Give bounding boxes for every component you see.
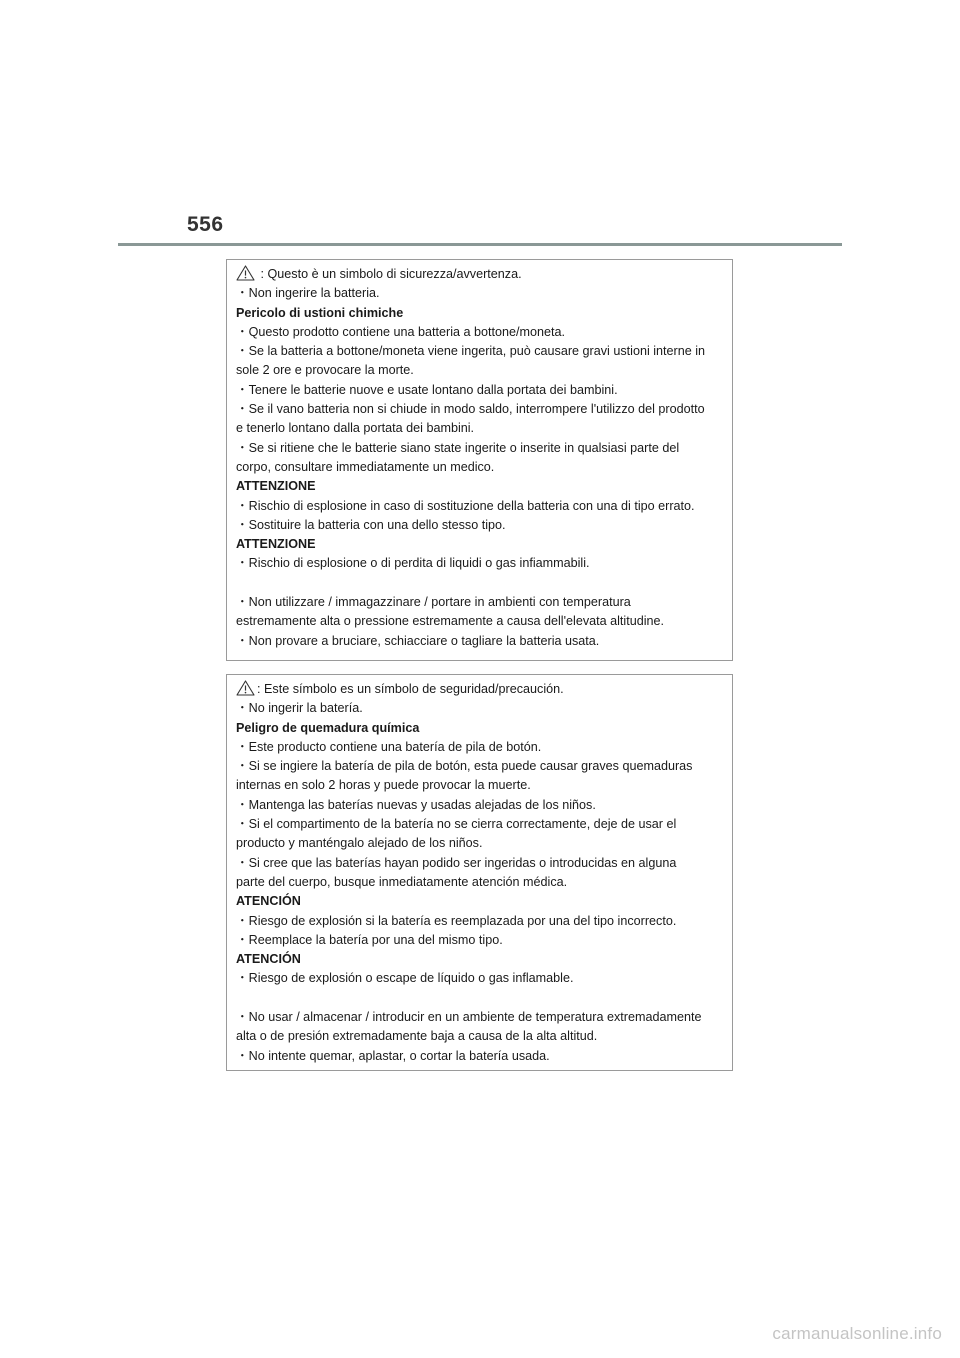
warning-heading: ATENCIÓN <box>236 952 301 967</box>
warning-text-line: ・Rischio di esplosione in caso di sostituzione della batteria con una di tipo errato. <box>236 498 695 513</box>
warning-text-line: ・Este producto contiene una batería de pila de botón. <box>236 739 542 754</box>
warning-text-line: ・Non ingerire la batteria. <box>236 286 380 301</box>
warning-text-line: ・Si se ingiere la batería de pila de botón, esta puede causar graves quemaduras <box>236 759 693 774</box>
warning-text-line: ・Se il vano batteria non si chiude in modo saldo, interrompere l'utilizzo del prodotto <box>236 402 705 417</box>
italian-warning-lines <box>236 284 724 651</box>
warning-text-line: ・Riesgo de explosión si la batería es reemplazada por una del tipo incorrecto. <box>236 913 677 928</box>
spanish-symbol-note: : Este símbolo es un símbolo de seguridad/precaución. <box>257 682 564 696</box>
warning-text-line: producto y manténgalo alejado de los niños. <box>236 836 483 851</box>
warning-triangle-icon <box>236 265 255 281</box>
warning-triangle-icon <box>236 680 255 696</box>
warning-text-line: e tenerlo lontano dalla portata dei bambini. <box>236 421 475 436</box>
spanish-warning-lines <box>236 699 724 1066</box>
warning-text-line: ・Reemplace la batería por una del mismo tipo. <box>236 932 503 947</box>
warning-heading: ATTENZIONE <box>236 537 316 552</box>
page-number: 556 <box>187 213 224 236</box>
warning-heading: Peligro de quemadura química <box>236 720 420 735</box>
warning-text-line: ・No usar / almacenar / introducir en un ambiente de temperatura extremadamente <box>236 1010 702 1025</box>
warning-heading: ATENCIÓN <box>236 894 301 909</box>
warning-text-line: ・Riesgo de explosión o escape de líquido o gas inflamable. <box>236 971 574 986</box>
warning-text-line: corpo, consultare immediatamente un medico. <box>236 459 495 474</box>
spanish-warning-box <box>226 674 733 1071</box>
warning-text-line: ・Si cree que las baterías hayan podido ser ingeridas o introducidas en alguna <box>236 855 677 870</box>
warning-text-line: estremamente alta o pressione estremamente a causa dell'elevata altitudine. <box>236 614 665 629</box>
warning-text-line: internas en solo 2 horas y puede provocar la muerte. <box>236 778 531 793</box>
warning-text-line <box>236 574 724 593</box>
warning-text-line: ・No ingerir la batería. <box>236 701 363 716</box>
header-rule <box>118 243 842 246</box>
warning-text-line <box>236 989 724 1008</box>
warning-text-line: ・Mantenga las baterías nuevas y usadas alejadas de los niños. <box>236 797 596 812</box>
warning-text-line: ・Non provare a bruciare, schiacciare o tagliare la batteria usata. <box>236 633 600 648</box>
italian-symbol-note: : Questo è un simbolo di sicurezza/avvertenza. <box>257 267 522 281</box>
warning-heading: Pericolo di ustioni chimiche <box>236 305 404 320</box>
warning-text-line: ・Se si ritiene che le batterie siano state ingerite o inserite in qualsiasi parte del <box>236 440 680 455</box>
warning-text-line: parte del cuerpo, busque inmediatamente atención médica. <box>236 874 568 889</box>
warning-text-line: ・Sostituire la batteria con una dello stesso tipo. <box>236 517 506 532</box>
warning-text-line: sole 2 ore e provocare la morte. <box>236 363 414 378</box>
watermark: carmanualsonline.info <box>772 1324 942 1343</box>
warning-text-line: ・No intente quemar, aplastar, o cortar la batería usada. <box>236 1048 550 1063</box>
italian-symbol-note-line <box>236 265 724 284</box>
warning-text-line: ・Tenere le batterie nuove e usate lontano dalla portata dei bambini. <box>236 382 618 397</box>
spanish-symbol-note-line <box>236 680 724 699</box>
warning-text-line: ・Non utilizzare / immagazzinare / portare in ambienti con temperatura <box>236 595 631 610</box>
warning-text-line: ・Questo prodotto contiene una batteria a bottone/moneta. <box>236 324 566 339</box>
warning-text-line: ・Si el compartimento de la batería no se cierra correctamente, deje de usar el <box>236 817 677 832</box>
warning-heading: ATTENZIONE <box>236 479 316 494</box>
italian-warning-box <box>226 259 733 661</box>
warning-text-line: alta o de presión extremadamente baja a causa de la alta altitud. <box>236 1029 598 1044</box>
warning-text-line: ・Se la batteria a bottone/moneta viene ingerita, può causare gravi ustioni interne in <box>236 344 706 359</box>
warning-text-line: ・Rischio di esplosione o di perdita di liquidi o gas infiammabili. <box>236 556 590 571</box>
